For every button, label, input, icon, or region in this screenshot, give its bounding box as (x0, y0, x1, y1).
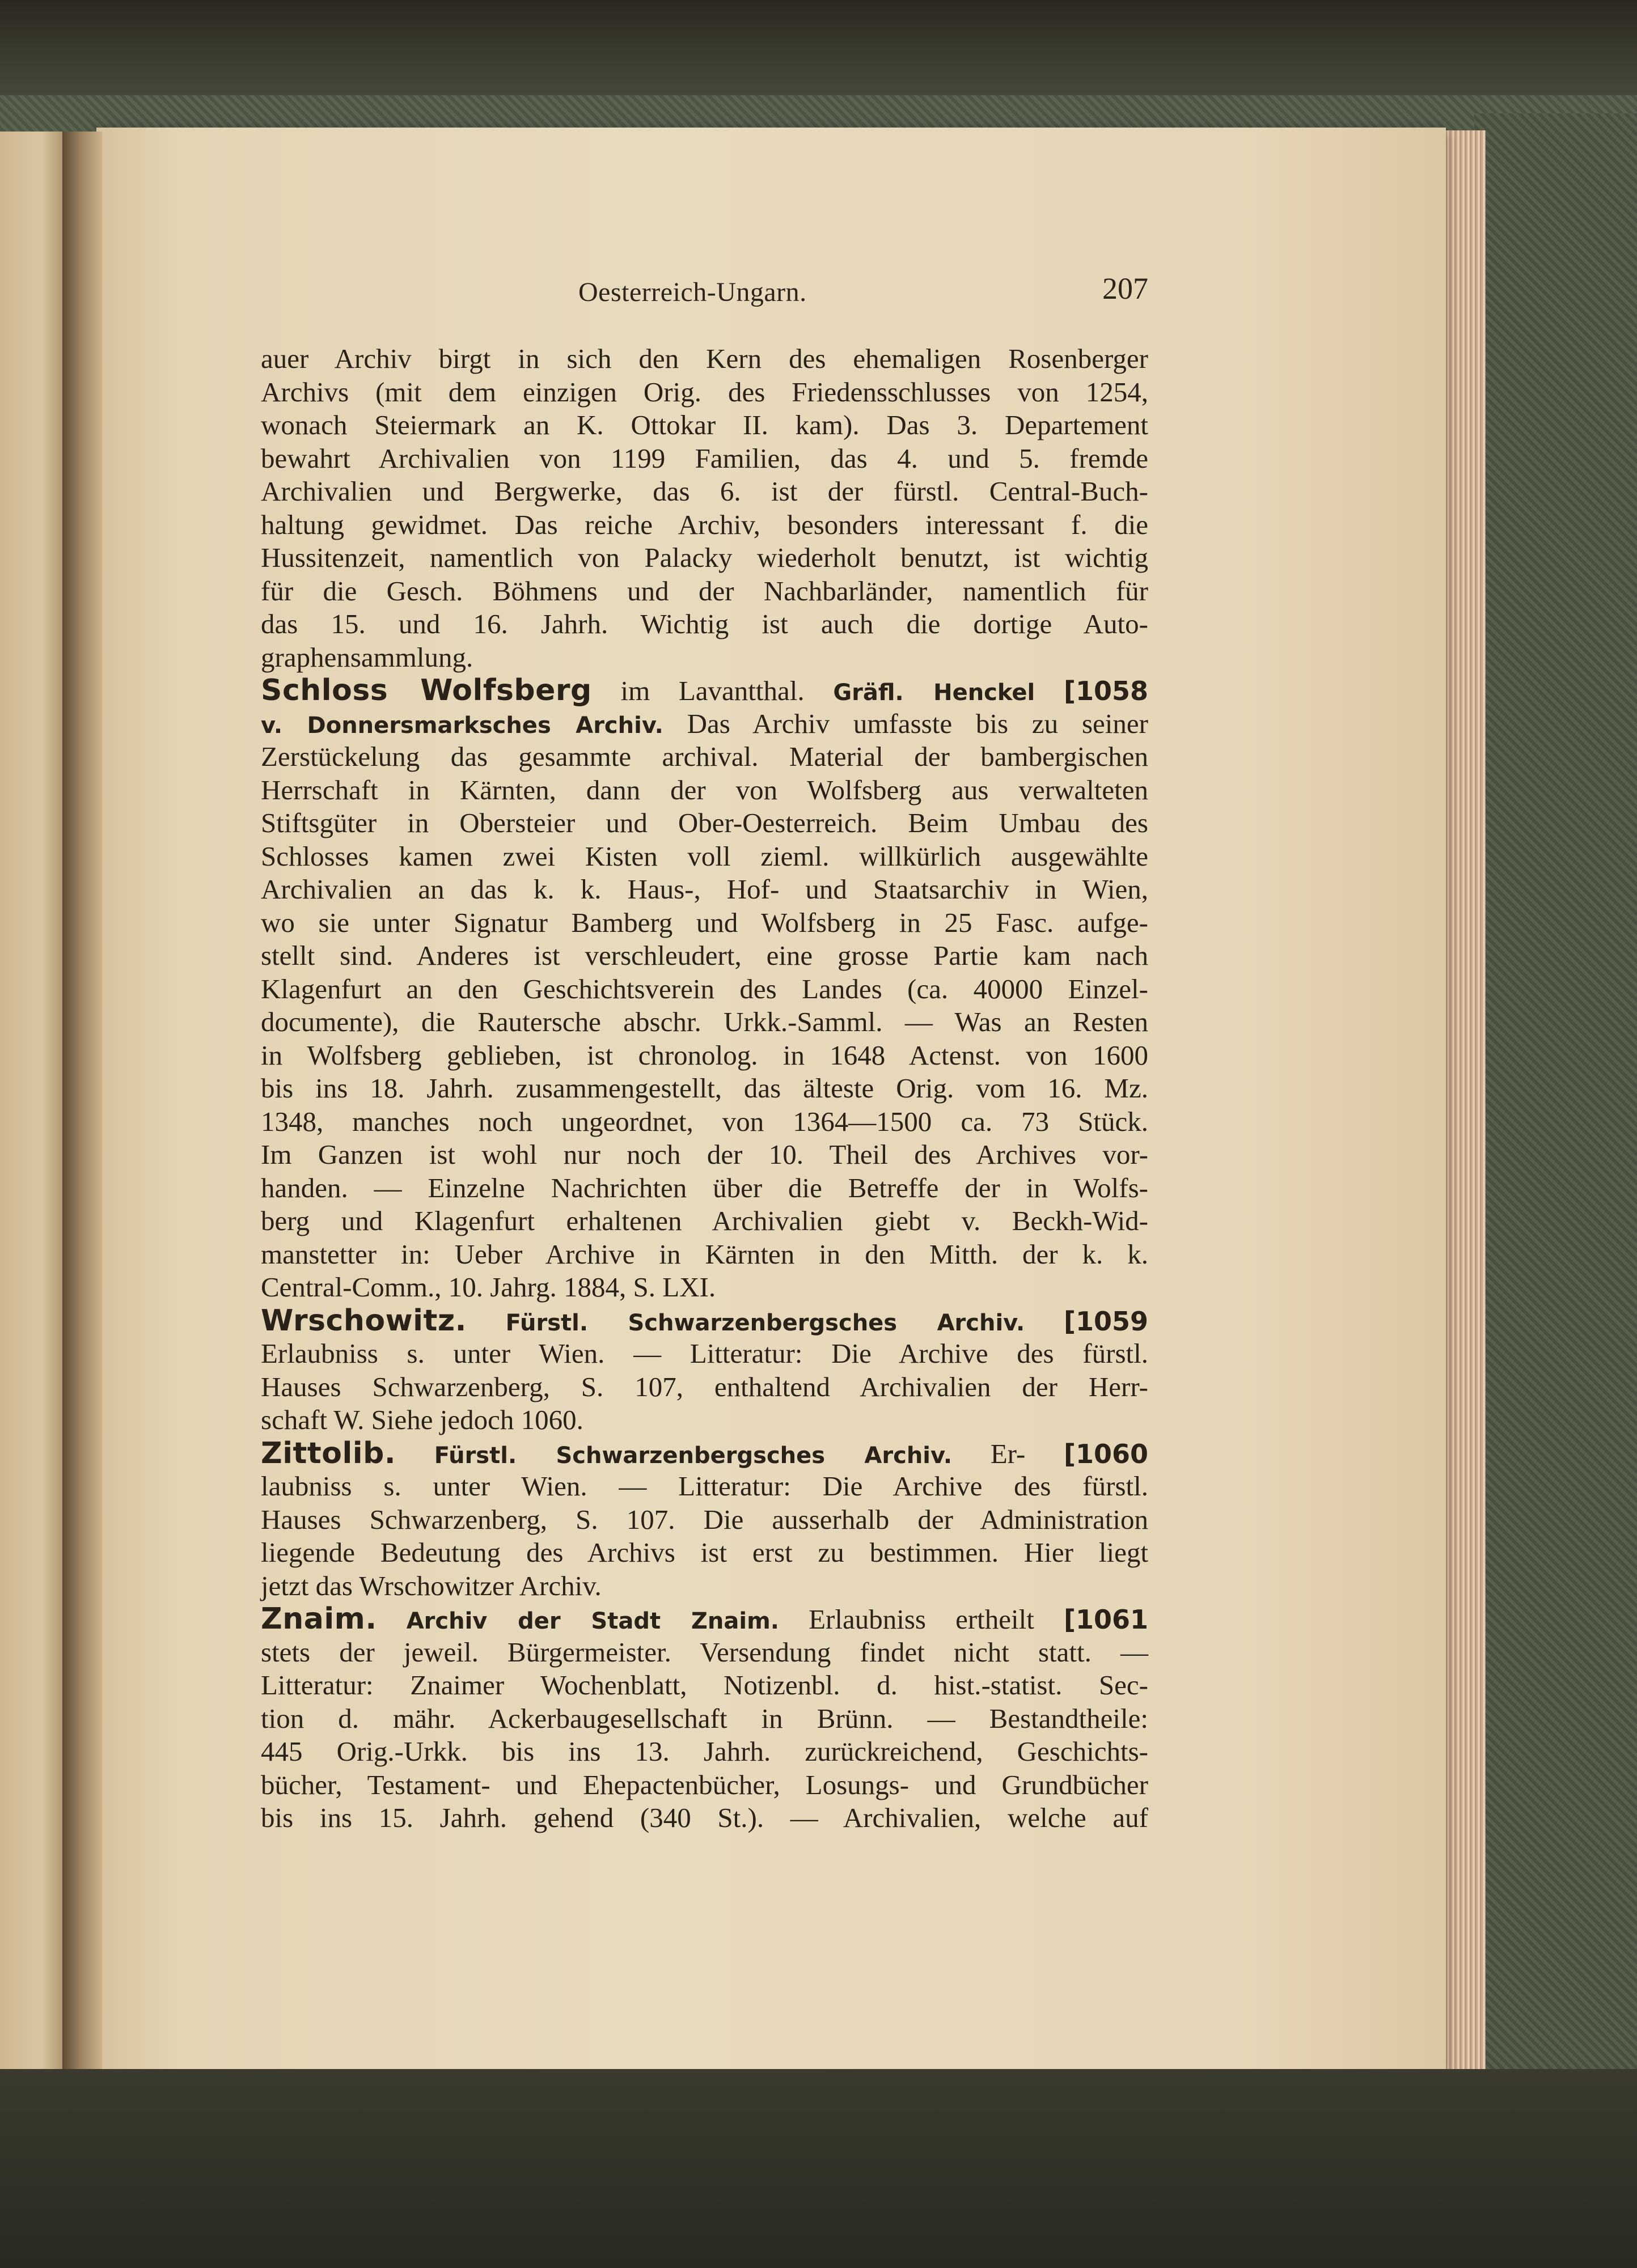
text-block (261, 342, 1148, 1835)
text-line: Litteratur: Znaimer Wochenblatt, Notizenbl. d. hist.-statist. Sec- (261, 1669, 1148, 1701)
text-line: Hussitenzeit, namentlich von Palacky wiederholt benutzt, ist wichtig (261, 542, 1148, 573)
text-line: liegende Bedeutung des Archivs ist erst zu bestimmen. Hier liegt (261, 1537, 1148, 1568)
cloth-cover-right (1474, 113, 1637, 2086)
text-line: Herrschaft in Kärnten, dann der von Wolfsberg aus verwalteten (261, 774, 1148, 806)
text-line: schaft W. Siehe jedoch 1060. (261, 1404, 583, 1435)
entry-number: [1060 (1063, 1438, 1149, 1469)
text-line: 1348, manches noch ungeordnet, von 1364—1500 ca. 73 Stück. (261, 1105, 1148, 1137)
text-line: in Wolfsberg geblieben, ist chronolog. in 1648 Actenst. von 1600 (261, 1039, 1148, 1071)
text-line: auer Archiv birgt in sich den Kern des ehemaligen Rosenberger (261, 343, 1148, 374)
text-line: Im Ganzen ist wohl nur noch der 10. Theil des Archives vor- (261, 1139, 1148, 1170)
entry-subtitle: Fürstl. Schwarzenbergsches Archiv. (505, 1309, 1025, 1336)
text-line: Stiftsgüter in Obersteier und Ober-Oesterreich. Beim Umbau des (261, 807, 1148, 838)
text-line: wonach Steiermark an K. Ottokar II. kam). Das 3. Departement (261, 409, 1148, 440)
entry-1059 (261, 1304, 1148, 1437)
text-line: Hauses Schwarzenberg, S. 107, enthaltend Archivalien der Herr- (261, 1371, 1148, 1402)
text-line: laubniss s. unter Wien. — Litteratur: Die Archive des fürstl. (261, 1470, 1148, 1502)
text-line: stets der jeweil. Bürgermeister. Versendung findet nicht statt. — (261, 1636, 1148, 1668)
entry-1061 (261, 1603, 1148, 1835)
text-line: Zerstückelung das gesammte archival. Material der bambergischen (261, 741, 1148, 772)
entry-first-line (261, 1603, 1148, 1636)
text-line: Archivalien und Bergwerke, das 6. ist der fürstl. Central-Buch- (261, 476, 1148, 507)
text-line: Hauses Schwarzenberg, S. 107. Die ausserhalb der Administration (261, 1503, 1148, 1535)
text-line: tion d. mähr. Ackerbaugesellschaft in Brünn. — Bestandtheile: (261, 1702, 1148, 1734)
entry-location: im Lavantthal. (620, 675, 805, 706)
text-line: für die Gesch. Böhmens und der Nachbarländer, namentlich für (261, 575, 1148, 607)
entry-first-line (261, 1437, 1148, 1470)
page-gutter-shadow (62, 132, 102, 2268)
text-line: documente), die Rautersche abschr. Urkk.-Samml. — Was an Resten (261, 1006, 1148, 1037)
text-run: Er- (990, 1438, 1026, 1469)
entry-number: [1061 (1063, 1604, 1149, 1635)
text-line: Central-Comm., 10. Jahrg. 1884, S. LXI. (261, 1271, 716, 1303)
entry-subtitle: Fürstl. Schwarzenbergsches Archiv. (434, 1442, 953, 1469)
text-line: manstetter in: Ueber Archive in Kärnten in den Mitth. der k. k. (261, 1238, 1148, 1270)
text-line: Schlosses kamen zwei Kisten voll zieml. willkürlich ausgewählte (261, 840, 1148, 872)
text-line: bücher, Testament- und Ehepactenbücher, Losungs- und Grundbücher (261, 1769, 1148, 1800)
entry-1060 (261, 1437, 1148, 1603)
text-line: jetzt das Wrschowitzer Archiv. (261, 1570, 602, 1601)
entry-subtitle: Archiv der Stadt Znaim. (406, 1608, 779, 1634)
running-header (261, 271, 1148, 316)
entry-first-line (261, 674, 1148, 707)
text-line: haltung gewidmet. Das reiche Archiv, besonders interessant f. die (261, 508, 1148, 540)
page-number: 207 (1102, 272, 1148, 306)
text-run: Erlaubniss ertheilt (809, 1604, 1034, 1635)
entry-heading: Schloss Wolfsberg (261, 673, 592, 707)
text-line: Klagenfurt an den Geschichtsverein des Landes (ca. 40000 Einzel- (261, 973, 1148, 1004)
left-page-edge (0, 132, 68, 2268)
book-binding-bottom (0, 2069, 1637, 2268)
text-line: 445 Orig.-Urkk. bis ins 13. Jahrh. zurückreichend, Geschichts- (261, 1736, 1148, 1767)
text-line: berg und Klagenfurt erhaltenen Archivalien giebt v. Beckh-Wid- (261, 1205, 1148, 1236)
entry-1058 (261, 674, 1148, 1304)
text-line (261, 707, 1148, 741)
text-line: Archivalien an das k. k. Haus-, Hof- und Staatsarchiv in Wien, (261, 874, 1148, 905)
page-edges-stack (1440, 130, 1486, 2069)
text-line: das 15. und 16. Jahrh. Wichtig ist auch die dortige Auto- (261, 608, 1148, 639)
text-line: bis ins 18. Jahrh. zusammengestellt, das älteste Orig. vom 16. Mz. (261, 1072, 1148, 1104)
text-line: bewahrt Archivalien von 1199 Familien, das 4. und 5. fremde (261, 442, 1148, 474)
text-line: wo sie unter Signatur Bamberg und Wolfsberg in 25 Fasc. aufge- (261, 906, 1148, 938)
entry-heading: Zittolib. (261, 1436, 396, 1470)
entry-number: [1059 (1063, 1305, 1149, 1337)
entry-heading: Wrschowitz. (261, 1303, 467, 1338)
entry-heading: Znaim. (261, 1602, 377, 1636)
text-line: handen. — Einzelne Nachrichten über die Betreffe der in Wolfs- (261, 1172, 1148, 1203)
text-line: Erlaubniss s. unter Wien. — Litteratur: Die Archive des fürstl. (261, 1338, 1148, 1369)
paragraph-continuation (261, 342, 1148, 674)
text-line: stellt sind. Anderes ist verschleudert, eine grosse Partie kam nach (261, 940, 1148, 971)
entry-first-line (261, 1304, 1148, 1338)
text-line: bis ins 15. Jahrh. gehend (340 St.). — Archivalien, welche auf (261, 1802, 1148, 1833)
text-line: graphensammlung. (261, 641, 473, 673)
entry-subtitle: v. Donnersmarksches Archiv. (261, 712, 663, 739)
entry-number: [1058 (1063, 676, 1149, 706)
running-title: Oesterreich-Ungarn. (578, 277, 807, 307)
text-line: Archivs (mit dem einzigen Orig. des Friedensschlusses von 1254, (261, 376, 1148, 408)
entry-subtitle: Gräfl. Henckel (833, 680, 1035, 706)
text-run: Das Archiv umfasste bis zu seiner (687, 707, 1148, 739)
